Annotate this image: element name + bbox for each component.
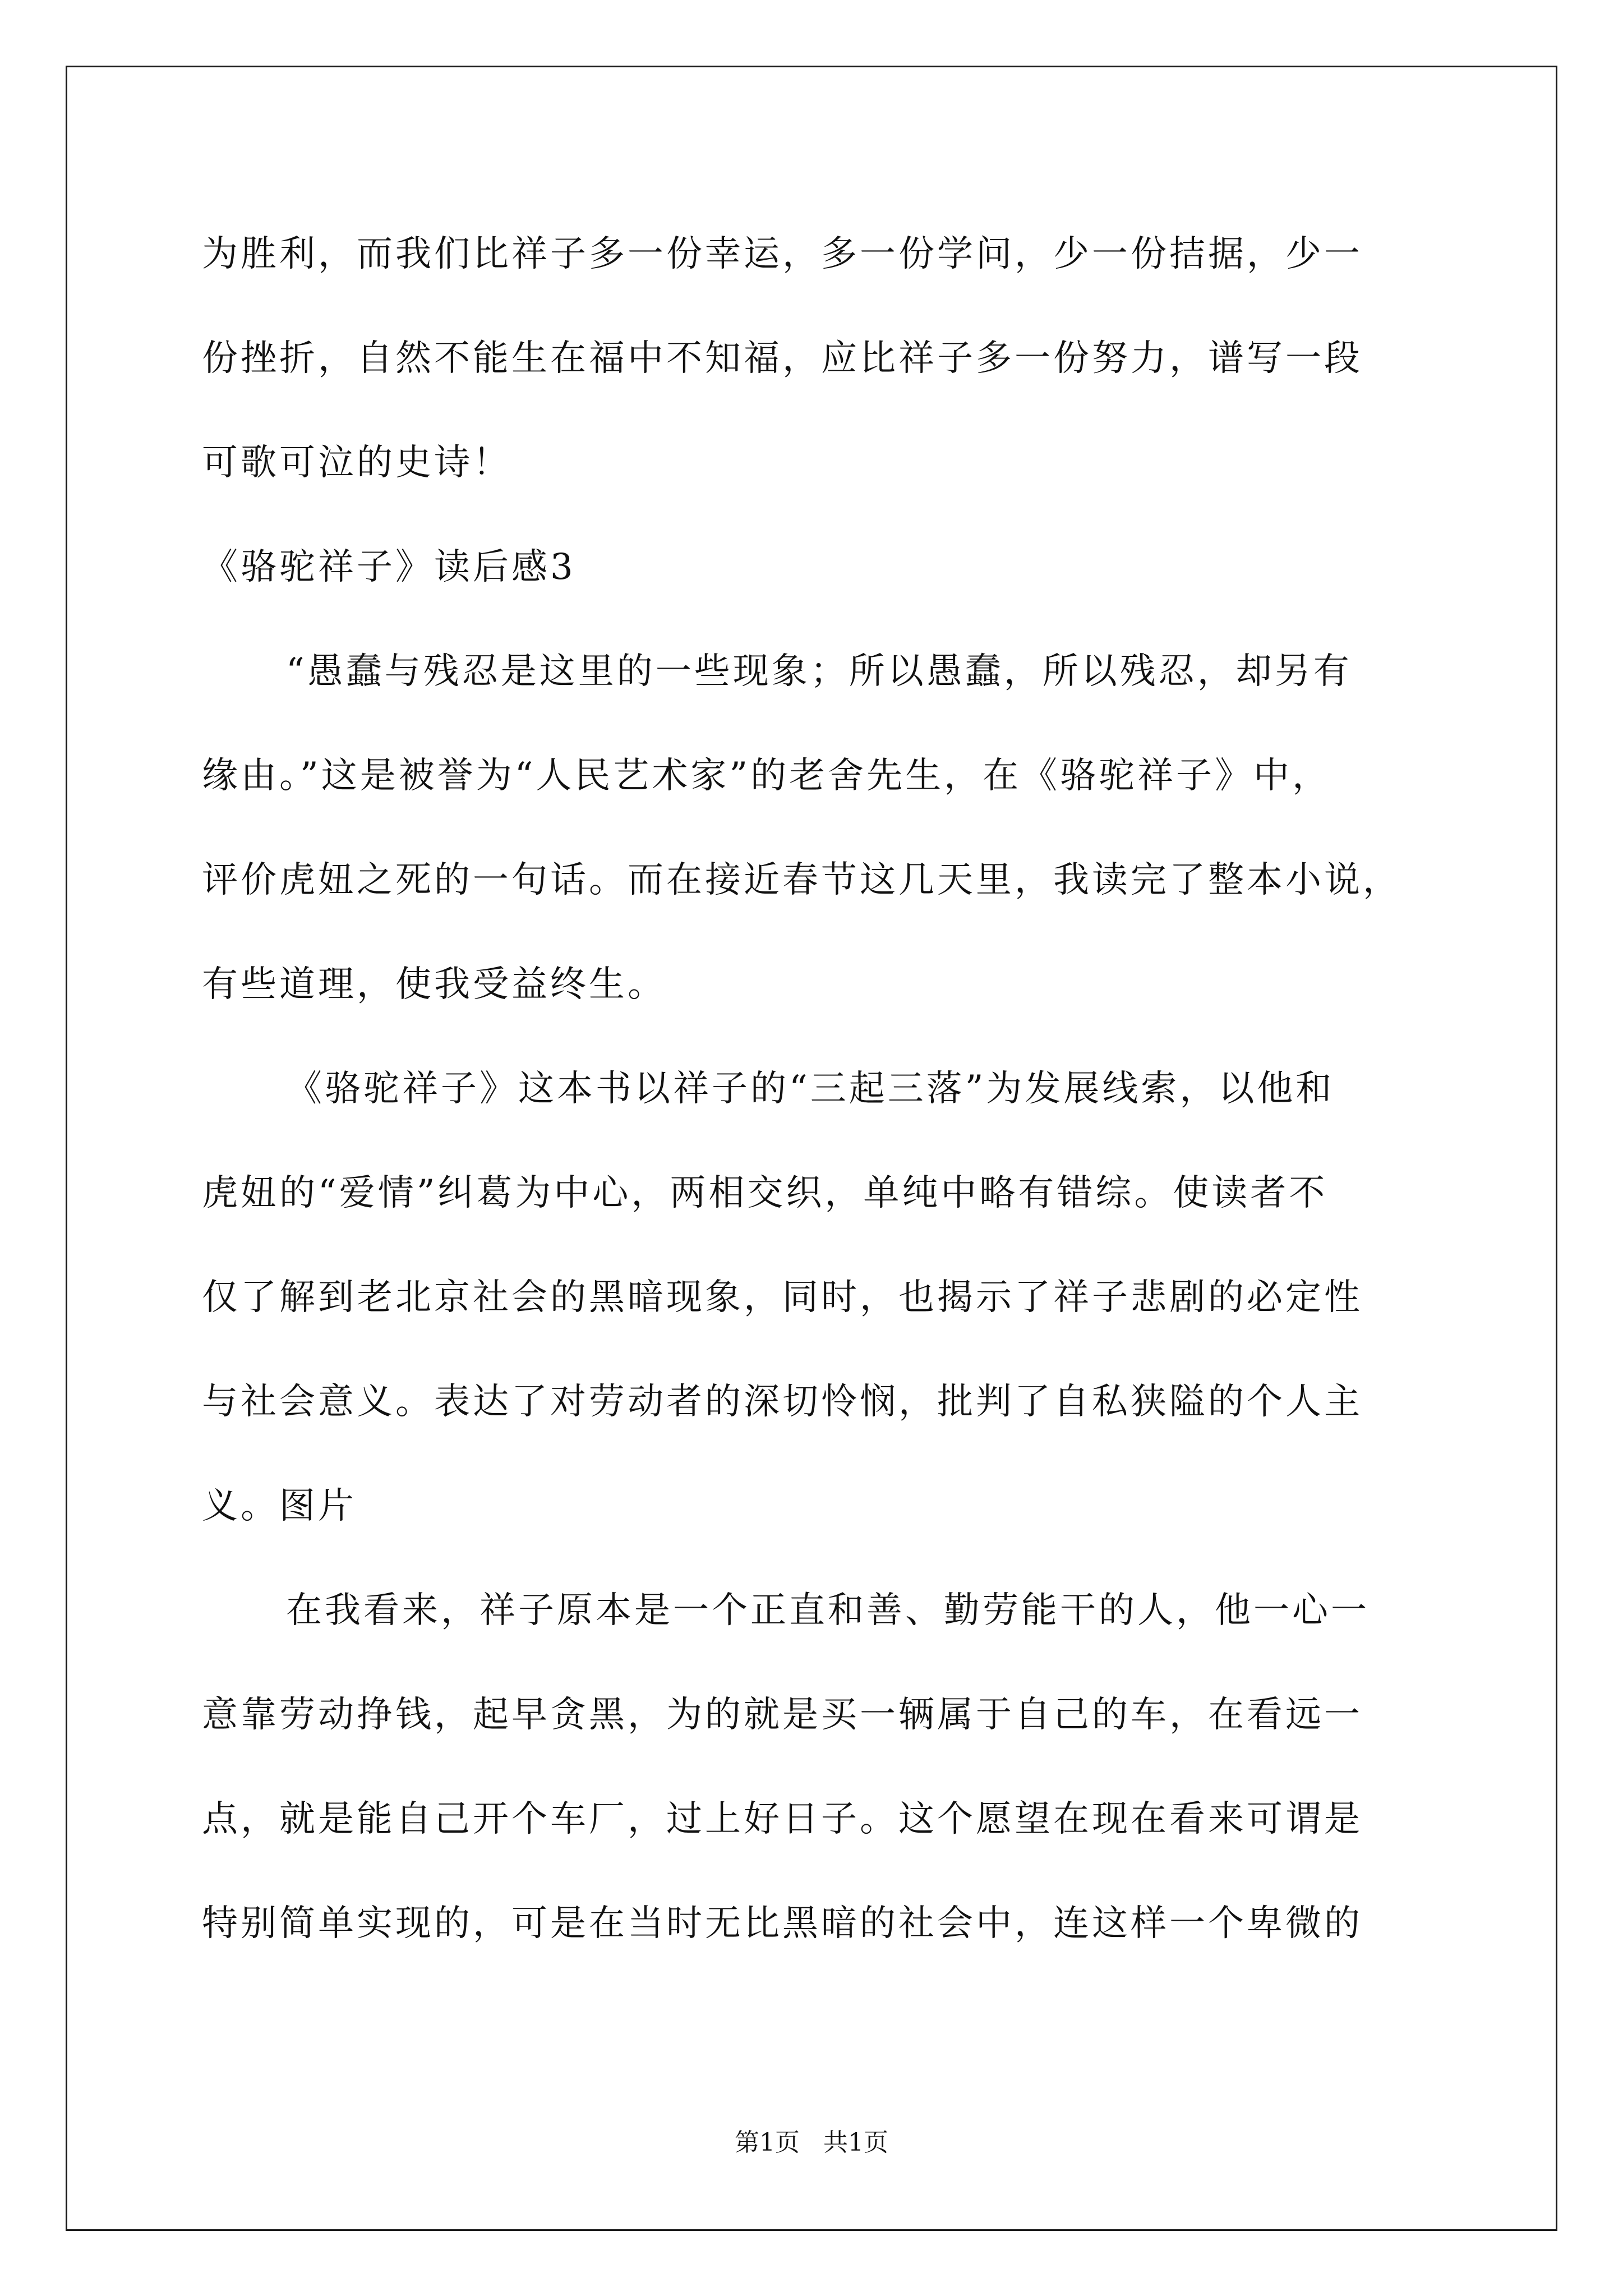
text-line: 份挫折，自然不能生在福中不知福，应比祥子多一份努力，谱写一段 xyxy=(202,338,1363,379)
page-number-footer: 第1页 共1页 xyxy=(735,2128,888,2157)
text-line: 可歌可泣的史诗！ xyxy=(202,442,511,484)
text-line: 有些道理，使我受益终生。 xyxy=(202,964,666,1005)
text-line: 评价虎妞之死的一句话。而在接近春节这几天里，我读完了整本小说， xyxy=(202,859,1401,901)
text-line: 虎妞的“爱情”纠葛为中心，两相交织，单纯中略有错综。使读者不 xyxy=(202,1172,1328,1214)
section-heading: 《骆驼祥子》读后感3 xyxy=(202,546,576,588)
paragraph-first-line: 《骆驼祥子》这本书以祥子的“三起三落”为发展线索，以他和 xyxy=(286,1068,1335,1110)
text-line: 缘由。”这是被誉为“人民艺术家”的老舍先生，在《骆驼祥子》中， xyxy=(202,755,1331,797)
paragraph-first-line: 在我看来，祥子原本是一个正直和善、勤劳能干的人，他一心一 xyxy=(286,1590,1370,1631)
text-line: 特别简单实现的，可是在当时无比黑暗的社会中，连这样一个卑微的 xyxy=(202,1903,1363,1944)
paragraph-first-line: “愚蠢与残忍是这里的一些现象；所以愚蠢，所以残忍，却另有 xyxy=(286,651,1352,692)
document-body xyxy=(202,202,1436,1976)
text-line: 为胜利，而我们比祥子多一份幸运，多一份学问，少一份拮据，少一 xyxy=(202,233,1363,275)
text-line: 仅了解到老北京社会的黑暗现象，同时，也揭示了祥子悲剧的必定性 xyxy=(202,1277,1363,1318)
text-line: 与社会意义。表达了对劳动者的深切怜悯，批判了自私狭隘的个人主 xyxy=(202,1381,1363,1423)
text-line: 点，就是能自己开个车厂，过上好日子。这个愿望在现在看来可谓是 xyxy=(202,1798,1363,1840)
text-line: 义。图片 xyxy=(202,1485,357,1527)
text-line: 意靠劳动挣钱，起早贪黑，为的就是买一辆属于自己的车，在看远一 xyxy=(202,1694,1363,1736)
